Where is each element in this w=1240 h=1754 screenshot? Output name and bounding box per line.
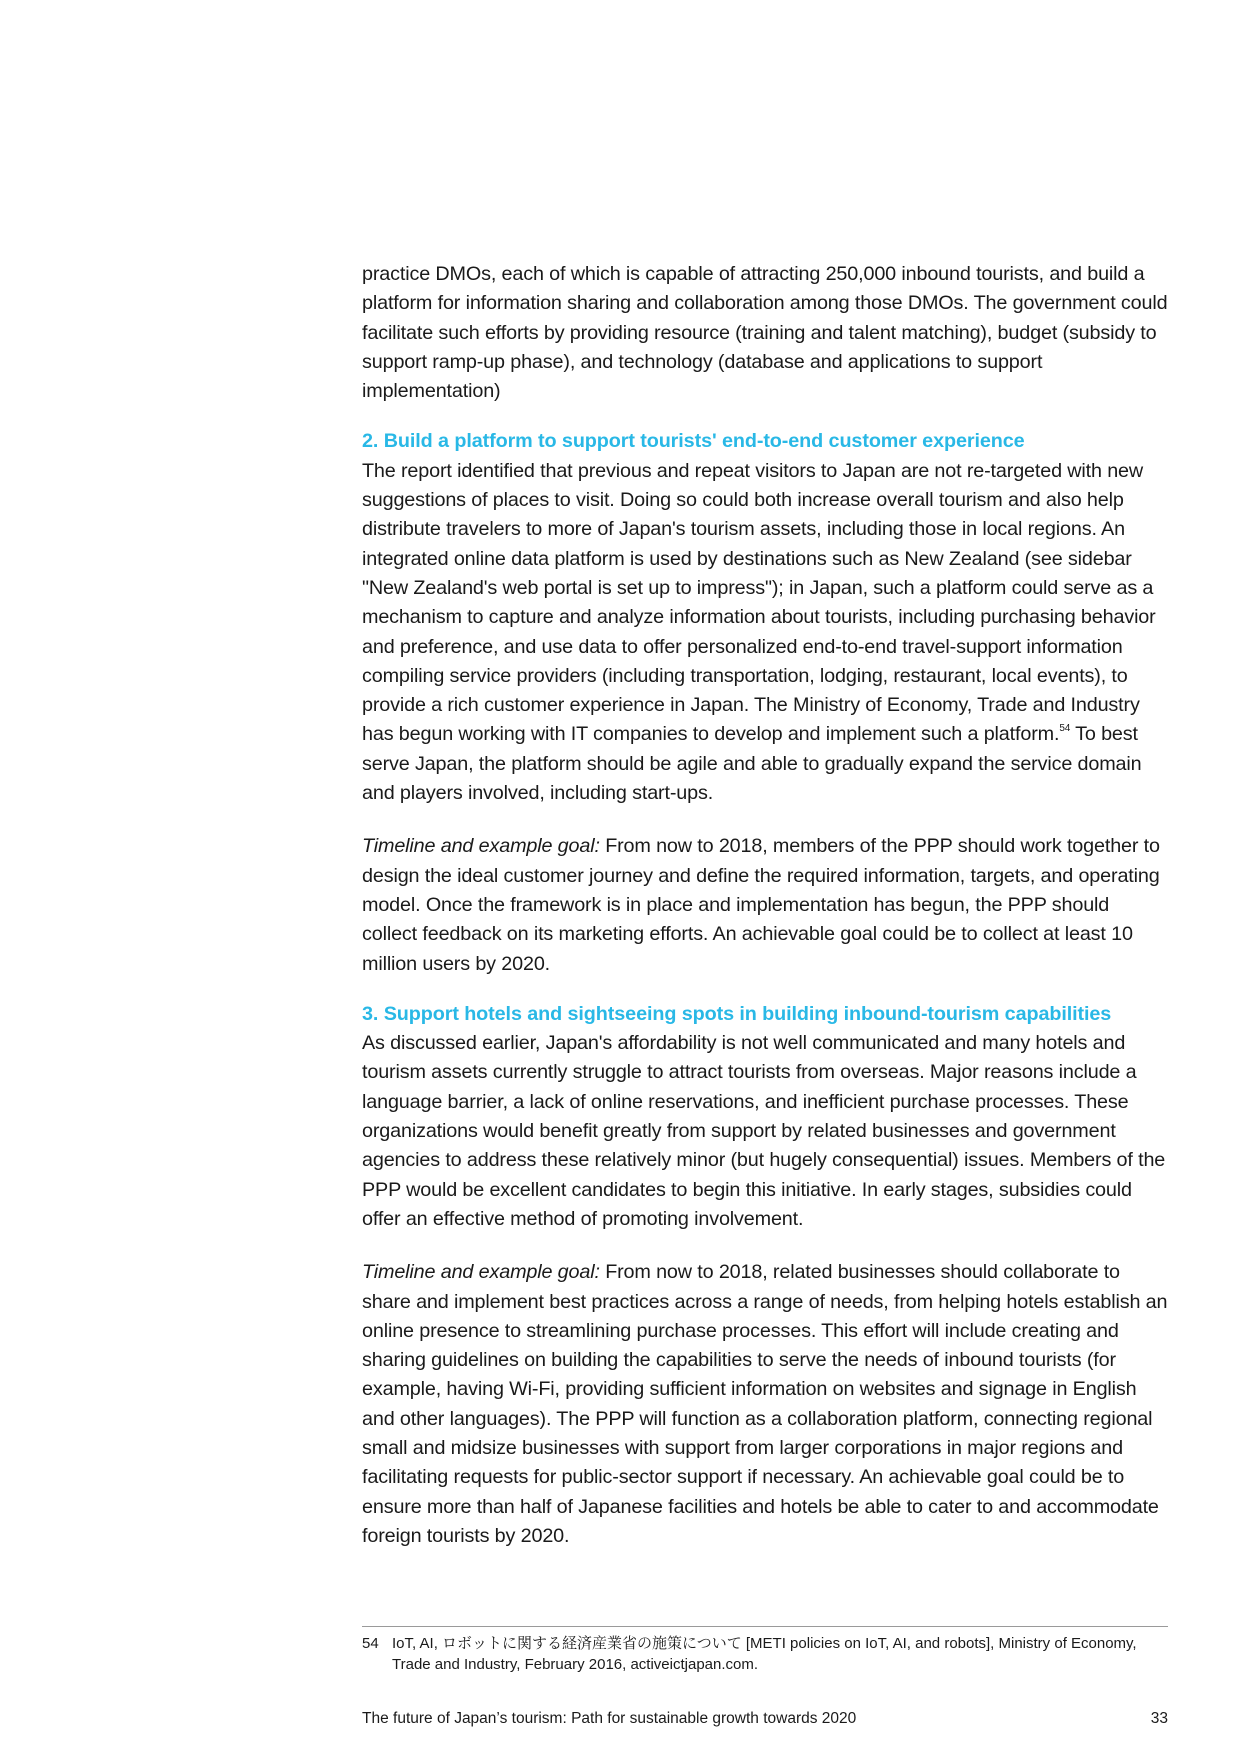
main-text-column [362,260,1168,1551]
spacer [362,808,1168,832]
section-2-body-text: The report identified that previous and repeat visitors to Japan are not re-targeted with new suggestions of places to visit. Doing so could both increase overall tourism and also help distribute travelers to more of Japan's tourism assets, including those in local regions. An integrated online data platform is used by destinations such as New Zealand (see sidebar "New Zealand's web portal is set up to impress"); in Japan, such a platform could serve as a mechanism to capture and analyze information about tourists, including purchasing behavior and preference, and use data to offer personalized end-to-end travel-support information compiling service providers (including transportation, lodging, restaurant, local events), to provide a rich customer experience in Japan. The Ministry of Economy, Trade and Industry has begun working with IT companies to develop and implement such a platform. [362,459,1156,746]
spacer [362,406,1168,427]
timeline-text: From now to 2018, members of the PPP should work together to design the ideal customer journey and define the required information, targets, and operating model. Once the framework is in place and implementation has begun, the PPP should collect feedback on its marketing efforts. An achievable goal could be to collect at least 10 million users by 2020. [362,835,1160,975]
footnote-reference[interactable]: 54 [1059,723,1071,735]
timeline-label: Timeline and example goal: [362,1261,600,1284]
timeline-text: From now to 2018, related businesses should collaborate to share and implement best practices across a range of needs, from helping hotels establish an online presence to streamlining purchase processes. This effort will include creating and sharing guidelines on building the capabilities to serve the needs of inbound tourists (for example, having Wi-Fi, providing sufficient information on websites and signage in English and other languages). The PPP will function as a collaboration platform, connecting regional small and midsize businesses with support from larger corporations in major regions and facilitating requests for public-sector support if necessary. An achievable goal could be to ensure more than half of Japanese facilities and hotels be able to cater to and accommodate foreign tourists by 2020. [362,1261,1168,1547]
timeline-label: Timeline and example goal: [362,835,600,858]
page-number: 33 [1150,1710,1168,1727]
intro-paragraph: practice DMOs, each of which is capable of attracting 250,000 inbound tourists, and build a platform for information sharing and collaboration among those DMOs. The government could facilitate such efforts by providing resource (training and talent matching), budget (subsidy to support ramp-up phase), and technology (database and applications to support implementation) [362,263,1168,403]
footer-report-title: The future of Japan’s tourism: Path for sustainable growth towards 2020 [362,1710,857,1727]
spacer [362,979,1168,1000]
footnote-divider [362,1626,1168,1627]
section-2-body [362,457,1168,809]
section-2-timeline [362,832,1168,978]
section-3-timeline [362,1258,1168,1551]
spacer [362,1234,1168,1258]
section-2-heading: 2. Build a platform to support tourists' end-to-end customer experience [362,430,1025,453]
section-3-body: As discussed earlier, Japan's affordability is not well communicated and many hotels and tourism assets currently struggle to attract tourists from overseas. Major reasons include a language barrier, a lack of online reservations, and inefficient purchase processes. These organizations would benefit greatly from support by related businesses and government agencies to address these relatively minor (but hugely consequential) issues. Members of the PPP would be excellent candidates to begin this initiative. In early stages, subsidies could offer an effective method of promoting involvement. [362,1032,1166,1230]
footnote [362,1633,1168,1675]
footnote-number: 54 [362,1635,379,1652]
footnote-text: IoT, AI, ロボットに関する経済産業省の施策について [METI policies on IoT, AI, and robots], Ministry of Economy, Trade and Industry, February 2016, activeictjapan.com. [392,1635,1137,1673]
section-2-body-continued: To best serve Japan, the platform should be agile and able to gradually expand the service domain and players involved, including start-ups. [362,723,1142,805]
section-3-heading: 3. Support hotels and sightseeing spots in building inbound-tourism capabilities [362,1002,1112,1025]
